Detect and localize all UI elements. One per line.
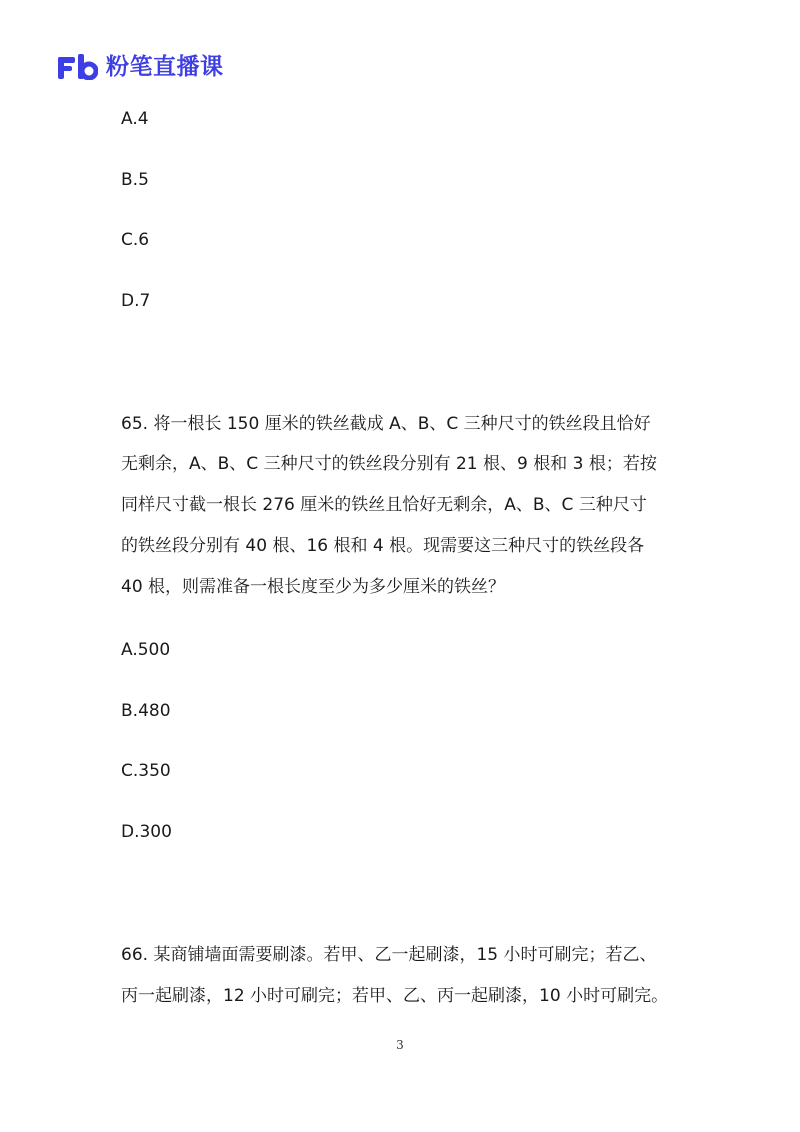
prev-option-c: C.6 bbox=[121, 230, 150, 250]
q66-line-2: 丙一起刷漆，12 小时可刷完；若甲、乙、丙一起刷漆，10 小时可刷完。 bbox=[121, 986, 669, 1006]
q65-line-2: 无剩余，A、B、C 三种尺寸的铁丝段分别有 21 根、9 根和 3 根；若按 bbox=[121, 454, 657, 474]
q65-option-b: B.480 bbox=[121, 701, 171, 721]
brand-name: 粉笔直播课 bbox=[106, 54, 224, 80]
q65-line-3: 同样尺寸截一根长 276 厘米的铁丝且恰好无剩余，A、B、C 三种尺寸 bbox=[121, 495, 647, 515]
fb-logo-icon bbox=[58, 54, 98, 80]
q65-line-4: 的铁丝段分别有 40 根、16 根和 4 根。现需要这三种尺寸的铁丝段各 bbox=[121, 536, 645, 556]
q65-line-5: 40 根，则需准备一根长度至少为多少厘米的铁丝？ bbox=[121, 577, 506, 597]
q66-line-1: 66. 某商铺墙面需要刷漆。若甲、乙一起刷漆，15 小时可刷完；若乙、 bbox=[121, 945, 657, 965]
q65-option-a: A.500 bbox=[121, 640, 171, 660]
q65-option-c: C.350 bbox=[121, 761, 171, 781]
q65-line-1: 65. 将一根长 150 厘米的铁丝截成 A、B、C 三种尺寸的铁丝段且恰好 bbox=[121, 414, 651, 434]
prev-option-b: B.5 bbox=[121, 170, 149, 190]
brand-logo bbox=[58, 52, 224, 82]
prev-option-d: D.7 bbox=[121, 291, 151, 311]
prev-option-a: A.4 bbox=[121, 109, 149, 129]
page-number: 3 bbox=[396, 1038, 404, 1052]
q65-option-d: D.300 bbox=[121, 822, 172, 842]
